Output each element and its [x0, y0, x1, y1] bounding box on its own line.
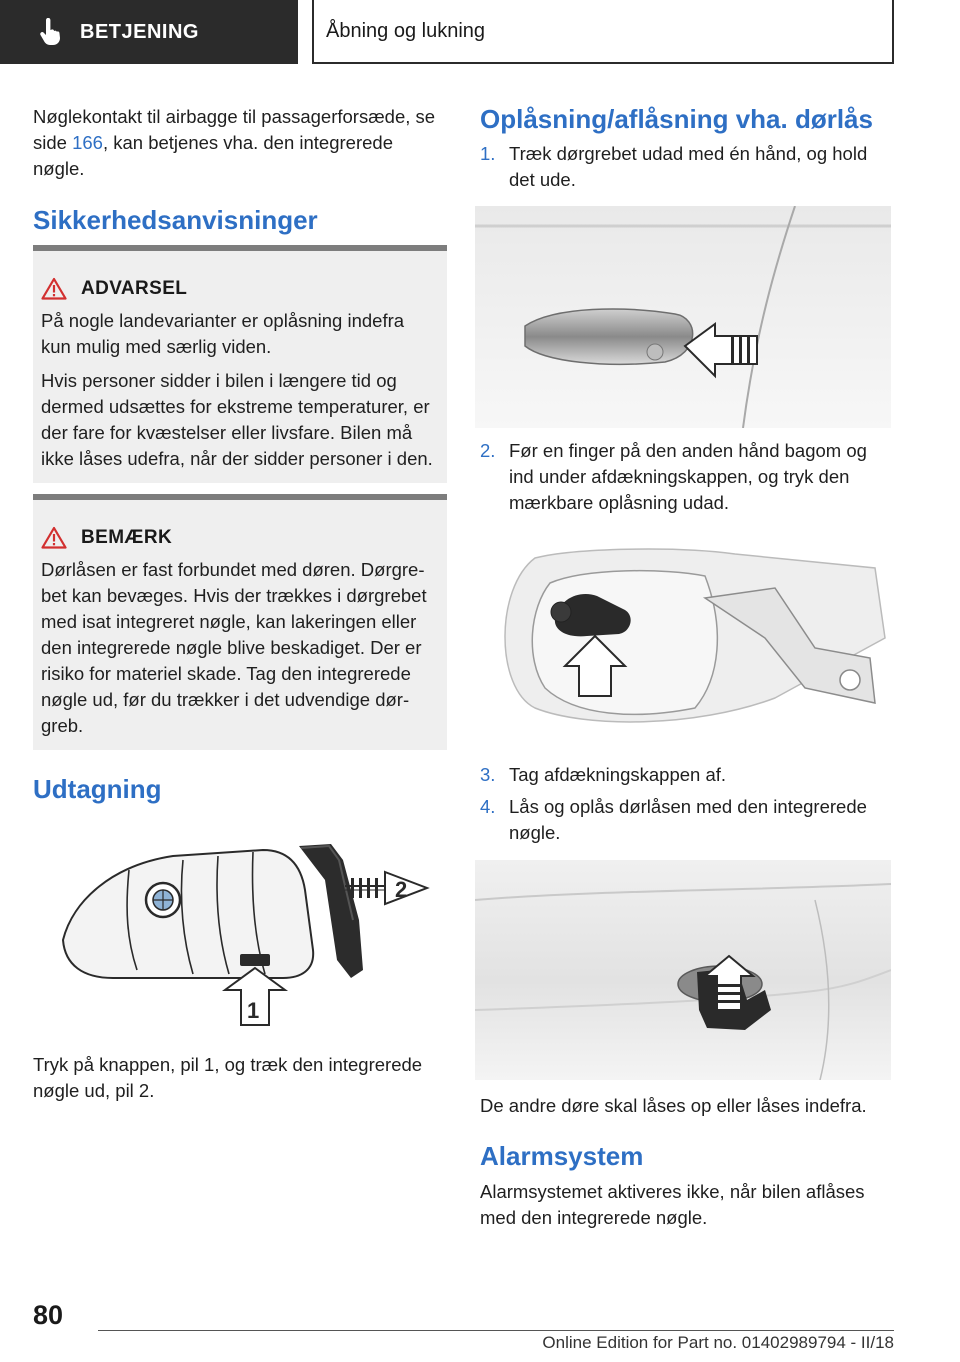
chapter-tab[interactable] — [0, 0, 298, 64]
page-number: 80 — [33, 1300, 64, 1330]
page-link[interactable]: 166 — [72, 132, 103, 153]
note-box — [33, 494, 447, 750]
alarm-heading: Alarmsystem — [480, 1141, 644, 1171]
warning-text-2: Hvis personer sidder i bilen i længere tid og dermed udsættes for ekstreme temperaturer, er der fare for kvæstelser eller livsfare. Bilen må ikke låses udefra, når der sidder personer i den. — [41, 370, 433, 469]
note-text: Dørlåsen er fast forbundet med døren. Dørgre-bet kan bevæges. Hvis der trækkes i dørgrebet med isat integreret nøgle, kan lakeringen eller den integrerede nøgle blive beskadiget. Der er risiko for materiel skade. Tag den integrerede nøgle ud, før du trækker i det udvendige dør-greb. — [41, 559, 427, 736]
door-handle-photo — [475, 206, 891, 428]
step-1: 1. Træk dørgrebet udad med én hånd, og hold det ude. — [480, 143, 868, 190]
alarm-text: Alarmsystemet aktiveres ikke, når bilen aflåses med den integrerede nøgle. — [480, 1181, 865, 1228]
edition-text: Online Edition for Part no. 01402989794 - II/18 — [542, 1333, 894, 1352]
unlock-heading: Oplåsning/aflåsning vha. dørlås — [480, 104, 873, 134]
step-2: 2. Før en finger på den anden hånd bagom og ind under afdækningskappen, og tryk den mærkbare oplåsning udad. — [480, 440, 867, 513]
removal-text: Tryk på knappen, pil 1, og træk den integrerede nøgle ud, pil 2. — [33, 1054, 423, 1101]
section-title: Åbning og lukning — [326, 19, 486, 42]
warning-text-1: På nogle landevarianter er oplåsning indefra kun mulig med særlig viden. — [41, 310, 405, 357]
intro-paragraph: Nøglekontakt til airbagge til passagerforsæde, se side 166, kan betjenes vha. den integrerede nøgle. — [33, 106, 436, 179]
key-removal-illustration — [33, 820, 447, 1035]
arrow-2-label: 2 — [395, 877, 408, 902]
arrow-1-label: 1 — [247, 998, 260, 1023]
footer-divider — [98, 1330, 894, 1331]
other-doors-text: De andre døre skal låses op eller låses indefra. — [480, 1095, 867, 1116]
chapter-label: BETJENING — [80, 20, 199, 43]
key-in-lock-photo — [475, 860, 891, 1080]
note-title: BEMÆRK — [41, 526, 437, 549]
step-3: 3. Tag afdækningskappen af. — [480, 764, 727, 785]
warning-box — [33, 245, 447, 483]
safety-heading: Sikkerhedsanvisninger — [33, 205, 318, 235]
step-4: 4. Lås og oplås dørlåsen med den integrerede nøgle. — [480, 796, 867, 843]
cover-cap-illustration — [475, 528, 891, 746]
warning-triangle-icon — [41, 526, 67, 549]
warning-title: ADVARSEL — [41, 277, 437, 300]
removal-heading: Udtagning — [33, 774, 162, 804]
pointing-hand-icon — [38, 18, 62, 46]
warning-triangle-icon — [41, 277, 67, 300]
section-header — [312, 0, 894, 64]
